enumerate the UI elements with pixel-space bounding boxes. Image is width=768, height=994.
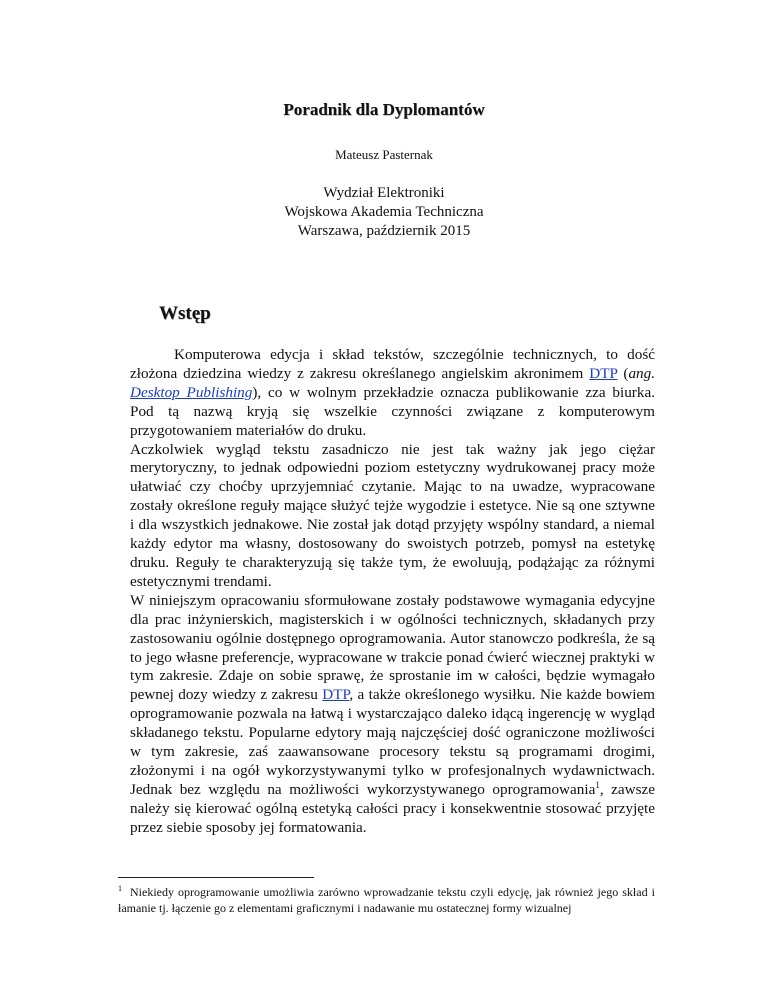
ang-abbrev: ang.	[628, 364, 656, 382]
author-name: Mateusz Pasternak	[335, 147, 433, 162]
footnote-text: Niekiedy oprogramowanie umożliwia zarówno wprowadzanie tekstu czyli edycję, jak również jego skład i łamanie tj. łączenie go z elementami graficznymi i nadawanie mu ostatecznej formy wizualnej	[118, 885, 655, 915]
p1-text-2: (	[617, 364, 629, 382]
place-date: Warszawa, październik 2015	[297, 223, 471, 239]
p1-text-4: ), co w wolnym przekładzie oznacza publikowanie zza biurka. Pod tą nazwą kryją się wszelkie czynności związane z komputerowym przygotowaniem materiałów do druku.	[130, 383, 655, 439]
footnote-divider	[118, 877, 314, 878]
paragraph-2: Aczkolwiek wygląd tekstu zasadniczo nie jest tak ważny jak jego ciężar merytoryczny, to jednak odpowiedni poziom estetyczny wydrukowanej pracy może ułatwiać czy choćby uprzyjemniać czytanie. Mając to na uwadze, wypracowane zostały określone reguły mające służyć tejże wygodzie i estetyce. Nie są one sztywne i dla wszystkich jednakowe. Nie został jak dotąd przyjęty wspólny standard, a niemal każdy edytor ma własny, dostosowany do swoistych potrzeb, pomysł na estetykę druku. Reguły te charakteryzują się także tym, że ewoluują, podążając za różnymi estetycznymi trendami.	[130, 440, 655, 590]
desktop-publishing-link[interactable]: Desktop Publishing	[130, 383, 253, 401]
paragraph-1	[130, 346, 655, 441]
affiliation-block	[0, 184, 768, 241]
document-title: Poradnik dla Dyplomantów	[283, 100, 485, 119]
p1-text-1: Komputerowa edycja i skład tekstów, szczególnie technicznych, to dość złożona dziedzina wiedzy z zakresu określanego angielskim akronimem	[130, 346, 655, 382]
footnote-mark: 1	[118, 884, 122, 893]
body-text	[130, 346, 655, 838]
p3-text-2: , a także określonego wysiłku. Nie każde bowiem oprogramowanie pozwala na łatwą i wystarczająco daleko idącą ingerencję w wygląd składanego tekstu. Popularne edytory mają najczęściej dość ograniczone możliwości w tym zakresie, zaś zaawansowane procesory tekstu są programami drogimi, złożonymi i na ogół wykorzystywanymi tylko w profesjonalnych wydawnictwach. Jednak bez względu na możliwości wykorzystywanego oprogramowania	[130, 686, 655, 798]
section-heading: Wstęp	[159, 303, 211, 324]
footnote-reference[interactable]: 1	[595, 779, 600, 790]
footnote	[118, 884, 655, 916]
dtp-link-2[interactable]: DTP	[322, 686, 350, 704]
dtp-link[interactable]: DTP	[589, 364, 618, 382]
p3-text-3: , zawsze należy się kierować ogólną estetyką całości pracy i konsekwentnie stosować przyjęte przez siebie sposoby jej formatowania.	[130, 780, 655, 836]
p3-text-1: W niniejszym opracowaniu sformułowane zostały podstawowe wymagania edycyjne dla prac inżynierskich, magisterskich i w ogólności technicznych, składanych przy zastosowaniu ogólnie dostępnego oprogramowania. Autor stanowczo podkreśla, że są to jego własne preferencje, wypracowane w trakcie ponad ćwierć wiecznej praktyki w tym zakresie. Zdaje on sobie sprawę, że sprostanie im w całości, będzie wymagało pewnej dozy wiedzy z zakresu	[130, 591, 655, 704]
university-name: Wojskowa Akademia Techniczna	[284, 204, 484, 220]
faculty-name: Wydział Elektroniki	[323, 185, 445, 201]
paragraph-3	[130, 592, 655, 838]
